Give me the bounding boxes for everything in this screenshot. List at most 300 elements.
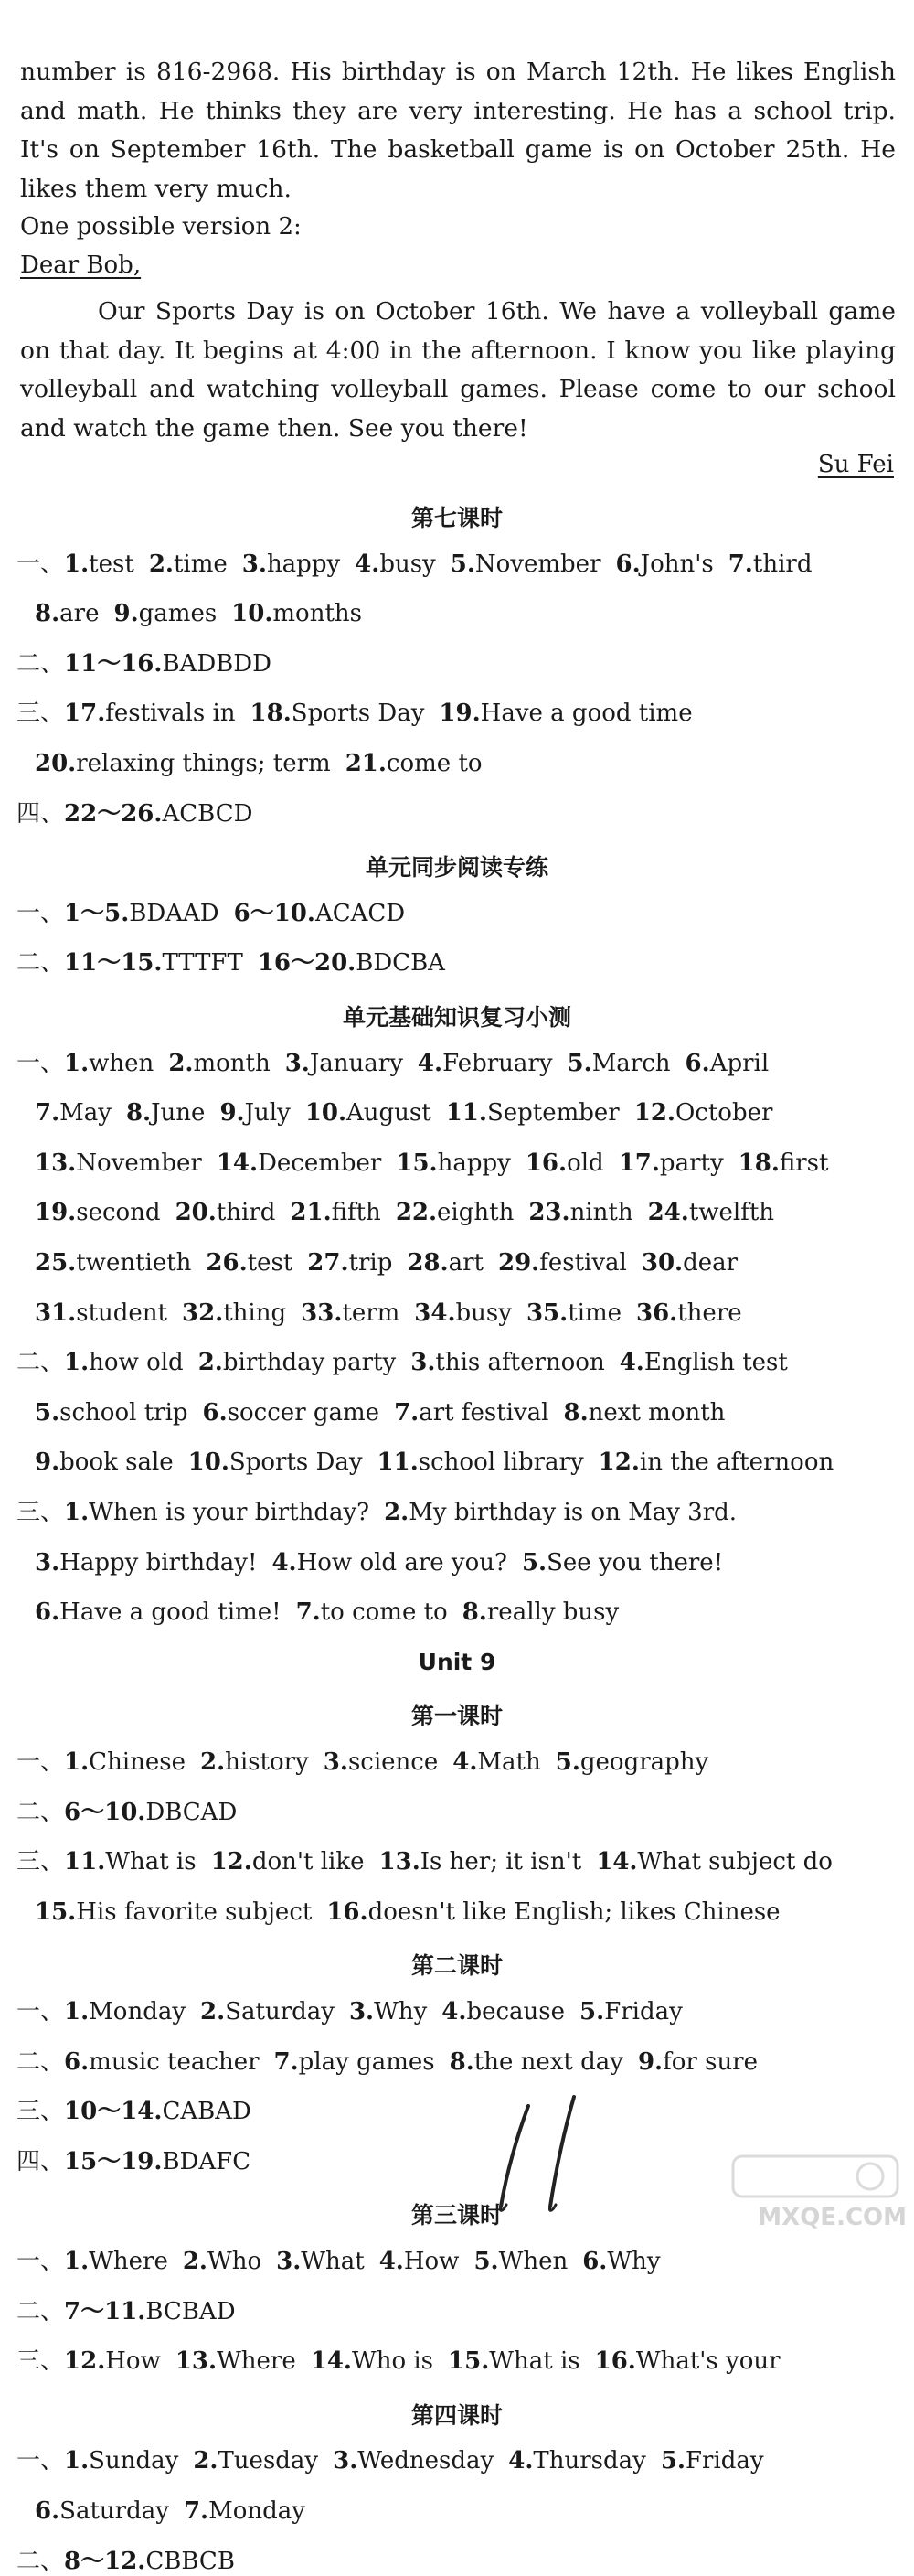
answer-line bbox=[35, 1598, 633, 1627]
answer-item bbox=[642, 1249, 738, 1277]
answer-line bbox=[16, 949, 460, 978]
answer-item bbox=[64, 800, 252, 828]
answer-number: 34. bbox=[414, 1299, 456, 1327]
answer-text: twelfth bbox=[688, 1199, 775, 1227]
answer-text: student bbox=[76, 1299, 167, 1327]
answer-number: 6. bbox=[582, 2248, 608, 2275]
answer-item bbox=[183, 2248, 261, 2276]
answer-number: 26. bbox=[206, 1249, 248, 1277]
answer-item bbox=[394, 1399, 548, 1427]
answer-number: 5. bbox=[567, 1049, 592, 1077]
answer-text: how old bbox=[89, 1349, 184, 1377]
answer-item bbox=[508, 2447, 646, 2475]
answer-number: 17. bbox=[618, 1149, 660, 1177]
answer-number: 6. bbox=[35, 2497, 60, 2525]
answer-item bbox=[64, 2447, 178, 2475]
answer-number: 16. bbox=[525, 1149, 568, 1177]
answer-item bbox=[451, 550, 601, 579]
answer-text: festivals in bbox=[105, 700, 236, 728]
answer-number: 19. bbox=[439, 700, 481, 728]
answer-item bbox=[296, 1598, 448, 1627]
answer-text: BDAFC bbox=[162, 2147, 251, 2175]
answer-number: 15. bbox=[448, 2347, 490, 2376]
answer-text: August bbox=[346, 1099, 431, 1128]
answer-item bbox=[333, 2447, 494, 2475]
answer-number: 6. bbox=[64, 2047, 90, 2076]
answer-number: 16. bbox=[594, 2347, 636, 2376]
answer-number: 3. bbox=[284, 1049, 310, 1077]
answer-item bbox=[620, 1349, 788, 1377]
answer-number: 12. bbox=[598, 1448, 640, 1477]
answer-item bbox=[64, 1349, 184, 1377]
answer-text: Saturday bbox=[59, 2497, 169, 2525]
answer-number: 33. bbox=[301, 1299, 343, 1327]
answer-item bbox=[64, 900, 219, 928]
answer-text: to come to bbox=[320, 1598, 448, 1627]
answer-number: 3. bbox=[276, 2248, 302, 2275]
answer-item bbox=[64, 1848, 197, 1876]
answer-text: science bbox=[347, 1748, 439, 1776]
answer-text: time bbox=[568, 1299, 622, 1327]
answer-line bbox=[16, 1848, 847, 1876]
answer-number: 32. bbox=[182, 1299, 224, 1327]
answer-number: 11. bbox=[445, 1099, 487, 1128]
answer-item bbox=[301, 1299, 399, 1328]
answer-text: CABAD bbox=[162, 2098, 251, 2126]
answer-item bbox=[64, 550, 134, 579]
answer-item bbox=[274, 2048, 435, 2077]
answer-item bbox=[462, 1598, 619, 1627]
answer-number: 6. bbox=[685, 1049, 710, 1077]
answer-number: 9. bbox=[113, 600, 139, 628]
answer-number: 5. bbox=[35, 1398, 60, 1427]
answer-number: 13. bbox=[35, 1149, 77, 1177]
answer-text: Why bbox=[374, 1998, 428, 2026]
answer-text: TTTFT bbox=[162, 949, 243, 978]
answer-text: Math bbox=[477, 1748, 541, 1776]
letter-one-ending bbox=[20, 53, 896, 208]
answer-text: third bbox=[752, 550, 813, 578]
answer-text: come to bbox=[386, 750, 483, 777]
answer-number: 9. bbox=[35, 1448, 60, 1477]
answer-text: John's bbox=[640, 550, 714, 578]
answer-line bbox=[35, 2497, 320, 2526]
answer-text: second bbox=[76, 1199, 161, 1227]
answer-number: 5. bbox=[660, 2447, 686, 2475]
answer-number: 11～16. bbox=[64, 649, 163, 678]
answer-item bbox=[418, 1050, 553, 1078]
answer-item bbox=[448, 2347, 580, 2376]
salutation: Dear Bob, bbox=[20, 251, 142, 279]
answer-item bbox=[636, 1299, 742, 1328]
answer-item bbox=[211, 1848, 365, 1876]
answer-item bbox=[193, 2447, 318, 2475]
answer-text: Where bbox=[89, 2248, 168, 2275]
answer-number: 2. bbox=[384, 1499, 409, 1526]
answer-item bbox=[242, 550, 340, 579]
question-group-number: 二、 bbox=[16, 1798, 65, 1826]
section-title: 单元基础知识复习小测 bbox=[342, 1004, 571, 1031]
answer-line bbox=[16, 2148, 265, 2176]
answer-line bbox=[35, 1549, 738, 1577]
answer-text: geography bbox=[579, 1748, 709, 1776]
answer-number: 16. bbox=[326, 1897, 368, 1926]
answer-item bbox=[126, 1099, 205, 1128]
answer-item bbox=[113, 600, 217, 628]
answer-item bbox=[407, 1249, 484, 1277]
answer-number: 2. bbox=[197, 1349, 223, 1377]
answer-number: 11～15. bbox=[64, 949, 163, 978]
question-group-number: 三、 bbox=[16, 700, 65, 728]
answer-text: time bbox=[173, 550, 228, 578]
answer-text: BADBDD bbox=[162, 649, 271, 678]
answer-line bbox=[16, 700, 707, 728]
answer-text: What subject do bbox=[637, 1848, 833, 1876]
answer-number: 2. bbox=[168, 1049, 194, 1077]
section-title: 第七课时 bbox=[410, 505, 503, 531]
answer-text: June bbox=[151, 1099, 206, 1128]
answer-text: month bbox=[193, 1049, 271, 1077]
answer-item bbox=[64, 2347, 161, 2376]
answer-item bbox=[290, 1199, 380, 1227]
answer-number: 2. bbox=[200, 1998, 226, 2026]
answer-item bbox=[35, 1598, 282, 1627]
answer-item bbox=[35, 1448, 174, 1477]
answer-text: What's your bbox=[635, 2347, 781, 2376]
question-group-number: 二、 bbox=[16, 1349, 65, 1377]
answer-line bbox=[35, 1448, 848, 1477]
answer-text: thing bbox=[223, 1299, 287, 1327]
answer-number: 17. bbox=[64, 700, 106, 728]
answer-item bbox=[355, 550, 436, 579]
answer-number: 11. bbox=[377, 1448, 419, 1477]
answer-number: 22. bbox=[395, 1199, 438, 1227]
answer-number: 16～20. bbox=[257, 949, 356, 978]
answer-item bbox=[35, 2497, 169, 2526]
answer-item bbox=[182, 1299, 286, 1328]
answer-text: term bbox=[342, 1299, 400, 1327]
answer-text: ninth bbox=[569, 1199, 633, 1227]
answer-text: Where bbox=[217, 2347, 296, 2376]
answer-item bbox=[64, 1748, 186, 1777]
answer-line bbox=[35, 1149, 843, 1178]
answer-number: 36. bbox=[636, 1299, 678, 1327]
answer-number: 11. bbox=[64, 1848, 106, 1876]
answer-item bbox=[564, 1399, 726, 1427]
answer-item bbox=[35, 1199, 161, 1227]
answer-number: 1. bbox=[64, 1748, 90, 1776]
answer-item bbox=[64, 2098, 251, 2126]
answer-number: 1. bbox=[64, 1499, 90, 1526]
answer-number: 6. bbox=[35, 1598, 60, 1627]
answer-number: 5. bbox=[473, 2248, 499, 2275]
answer-number: 4. bbox=[378, 2248, 404, 2275]
answer-number: 6. bbox=[615, 550, 641, 578]
answer-line bbox=[16, 2048, 772, 2077]
answer-text: birthday party bbox=[222, 1349, 397, 1377]
answer-number: 20. bbox=[35, 750, 77, 777]
answer-text: His favorite subject bbox=[76, 1897, 313, 1926]
answer-number: 10～14. bbox=[64, 2098, 163, 2126]
answer-text: history bbox=[225, 1748, 309, 1776]
answer-number: 7. bbox=[728, 550, 753, 578]
answer-item bbox=[285, 1050, 403, 1078]
answer-item bbox=[638, 2048, 758, 2077]
section-title: Unit 9 bbox=[418, 1648, 496, 1675]
answer-line bbox=[16, 2098, 266, 2126]
answer-line bbox=[16, 1748, 723, 1777]
answer-item bbox=[250, 700, 425, 728]
answer-text: BDAAD bbox=[129, 899, 219, 927]
answer-number: 14. bbox=[216, 1149, 259, 1177]
answer-number: 29. bbox=[498, 1249, 540, 1277]
question-group-number: 三、 bbox=[16, 2098, 65, 2126]
answer-number: 7. bbox=[183, 2497, 209, 2525]
answer-number: 6～10. bbox=[233, 899, 315, 927]
question-group-number: 三、 bbox=[16, 1848, 65, 1876]
answer-item bbox=[599, 1448, 834, 1477]
answer-number: 24. bbox=[647, 1199, 689, 1227]
answer-item bbox=[396, 1199, 515, 1227]
answer-line bbox=[16, 1799, 251, 1827]
answer-item bbox=[596, 1848, 833, 1876]
answer-number: 8. bbox=[462, 1598, 487, 1627]
answer-number: 10. bbox=[187, 1448, 229, 1477]
question-group-number: 一、 bbox=[16, 550, 65, 578]
answer-number: 7. bbox=[273, 2047, 299, 2076]
answer-text: February bbox=[442, 1049, 553, 1077]
answer-number: 3. bbox=[410, 1349, 436, 1377]
answer-item bbox=[35, 1249, 191, 1277]
answer-number: 15. bbox=[35, 1897, 77, 1926]
answer-number: 2. bbox=[182, 2248, 207, 2275]
answer-item bbox=[35, 1149, 202, 1178]
answer-item bbox=[345, 750, 483, 778]
answer-number: 5. bbox=[521, 1548, 547, 1577]
answer-text: Wednesday bbox=[357, 2447, 494, 2475]
answer-line bbox=[16, 2548, 250, 2576]
answer-number: 4. bbox=[417, 1049, 443, 1077]
answer-text: What bbox=[301, 2248, 365, 2275]
signature: Su Fei bbox=[817, 451, 894, 478]
answer-line bbox=[35, 600, 377, 628]
answer-text: ACACD bbox=[314, 899, 406, 927]
answer-text: Saturday bbox=[225, 1998, 335, 2026]
answer-item bbox=[64, 2548, 235, 2576]
answer-text: really busy bbox=[486, 1598, 620, 1627]
answer-number: 1. bbox=[64, 550, 90, 578]
answer-item bbox=[64, 1499, 369, 1527]
answer-item bbox=[35, 1898, 312, 1927]
answer-item bbox=[258, 949, 445, 978]
answer-item bbox=[396, 1149, 510, 1178]
answer-text: Sports Day bbox=[228, 1448, 363, 1477]
answer-text: doesn't like English; likes Chinese bbox=[367, 1897, 781, 1926]
answer-number: 2. bbox=[193, 2447, 218, 2475]
answer-number: 2. bbox=[148, 550, 174, 578]
answer-item bbox=[728, 550, 813, 579]
answer-text: ACBCD bbox=[162, 799, 253, 828]
question-group-number: 二、 bbox=[16, 2047, 65, 2076]
answer-item bbox=[579, 1998, 683, 2026]
answer-number: 25. bbox=[35, 1249, 77, 1277]
answer-item bbox=[379, 2248, 460, 2276]
answer-item bbox=[619, 1149, 724, 1178]
answer-number: 6～10. bbox=[64, 1798, 146, 1826]
answer-text: fifth bbox=[331, 1199, 381, 1227]
answer-number: 21. bbox=[290, 1199, 332, 1227]
answer-item bbox=[305, 1099, 431, 1128]
answer-text: test bbox=[247, 1249, 293, 1277]
answer-item bbox=[311, 2347, 433, 2376]
answer-text: book sale bbox=[59, 1448, 174, 1477]
answer-number: 10. bbox=[304, 1099, 346, 1128]
answer-text: Have a good time bbox=[480, 700, 693, 728]
answer-item bbox=[452, 1748, 540, 1777]
answer-item bbox=[556, 1748, 709, 1777]
question-group-number: 一、 bbox=[16, 1049, 65, 1077]
answer-number: 4. bbox=[441, 1998, 467, 2026]
question-group-number: 一、 bbox=[16, 2447, 65, 2475]
answer-item bbox=[149, 550, 228, 579]
answer-line bbox=[16, 2298, 250, 2326]
answer-number: 8～12. bbox=[64, 2547, 146, 2575]
answer-number: 5. bbox=[450, 550, 475, 578]
answer-text: when bbox=[89, 1049, 154, 1077]
answer-item bbox=[648, 1199, 774, 1227]
answer-number: 4. bbox=[271, 1548, 297, 1577]
section-title: 第四课时 bbox=[410, 2401, 503, 2429]
answer-item bbox=[526, 1299, 622, 1328]
answer-line bbox=[35, 1199, 789, 1227]
section-title: 第二课时 bbox=[410, 1952, 503, 1980]
answer-item bbox=[64, 949, 243, 978]
answer-number: 3. bbox=[323, 1748, 348, 1776]
answer-item bbox=[414, 1299, 512, 1328]
answer-text: Who is bbox=[351, 2347, 434, 2376]
answer-text: there bbox=[677, 1299, 742, 1327]
answer-number: 9. bbox=[637, 2047, 664, 2076]
answer-text: November bbox=[76, 1149, 202, 1177]
answer-line bbox=[16, 2447, 779, 2475]
answer-text: because bbox=[466, 1998, 566, 2026]
answer-number: 4. bbox=[355, 550, 380, 578]
answer-number: 9. bbox=[219, 1099, 245, 1128]
answer-number: 20. bbox=[175, 1199, 217, 1227]
answer-number: 13. bbox=[378, 1848, 420, 1876]
watermark bbox=[724, 2149, 907, 2231]
answer-text: the next day bbox=[473, 2047, 623, 2076]
answer-number: 4. bbox=[508, 2447, 534, 2475]
section-title: 第一课时 bbox=[410, 1703, 503, 1730]
answer-number: 22～26. bbox=[64, 799, 163, 828]
answer-number: 23. bbox=[528, 1199, 570, 1227]
answer-text: happy bbox=[437, 1149, 511, 1177]
answer-number: 12. bbox=[633, 1099, 675, 1128]
answer-text: See you there! bbox=[547, 1548, 724, 1577]
answer-text: test bbox=[89, 550, 134, 578]
answer-item bbox=[582, 2248, 660, 2276]
answer-item bbox=[200, 1998, 335, 2026]
answer-number: 1～5. bbox=[64, 899, 130, 927]
answer-item bbox=[276, 2248, 365, 2276]
section-title: 单元同步阅读专练 bbox=[365, 854, 548, 882]
answer-text: Happy birthday! bbox=[59, 1548, 258, 1577]
answer-item bbox=[64, 700, 236, 728]
answer-text: Friday bbox=[604, 1998, 683, 2026]
answer-line bbox=[35, 1249, 752, 1277]
answer-item bbox=[35, 1549, 257, 1577]
answer-text: busy bbox=[379, 550, 436, 578]
watermark-text: MXQE.COM bbox=[758, 2204, 907, 2231]
answer-number: 27. bbox=[307, 1249, 349, 1277]
answer-item bbox=[595, 2347, 781, 2376]
answer-item bbox=[188, 1448, 363, 1477]
answer-number: 7～11. bbox=[64, 2297, 146, 2325]
answer-text: Is her; it isn't bbox=[420, 1848, 582, 1876]
answer-number: 1. bbox=[64, 1349, 90, 1377]
answer-text: party bbox=[659, 1149, 724, 1177]
answer-item bbox=[324, 1748, 438, 1777]
answer-text: twentieth bbox=[76, 1249, 192, 1277]
answer-item bbox=[446, 1099, 620, 1128]
answer-item bbox=[568, 1050, 671, 1078]
answer-number: 19. bbox=[35, 1199, 77, 1227]
answer-number: 14. bbox=[310, 2347, 352, 2376]
answer-item bbox=[522, 1549, 723, 1577]
answer-text: My birthday is on May 3rd. bbox=[409, 1499, 738, 1526]
letter-two bbox=[20, 293, 896, 448]
question-group-number: 一、 bbox=[16, 1998, 65, 2026]
answer-line bbox=[16, 1998, 697, 2026]
answer-number: 5. bbox=[555, 1748, 580, 1776]
section-title: 第三课时 bbox=[410, 2202, 503, 2229]
answer-line bbox=[16, 1499, 751, 1527]
answer-text: How bbox=[403, 2248, 460, 2275]
answer-line bbox=[16, 1050, 783, 1078]
answer-text: Monday bbox=[89, 1998, 186, 2026]
question-group-number: 四、 bbox=[16, 799, 65, 828]
answer-item bbox=[35, 1099, 112, 1128]
answer-item bbox=[661, 2447, 764, 2475]
answer-number: 3. bbox=[348, 1998, 375, 2026]
answer-item bbox=[526, 1149, 604, 1178]
answer-text: Why bbox=[607, 2248, 661, 2275]
answer-item bbox=[439, 700, 692, 728]
answer-text: first bbox=[779, 1149, 829, 1177]
answer-text: festival bbox=[539, 1249, 627, 1277]
question-group-number: 一、 bbox=[16, 1748, 65, 1776]
handwritten-mark bbox=[475, 2090, 631, 2218]
answer-item bbox=[410, 1349, 604, 1377]
answer-item bbox=[634, 1099, 773, 1128]
question-group-number: 二、 bbox=[16, 649, 65, 678]
answer-item bbox=[686, 1050, 770, 1078]
answer-item bbox=[231, 600, 362, 628]
answer-number: 13. bbox=[175, 2347, 218, 2376]
answer-line bbox=[16, 1349, 802, 1377]
answer-text: busy bbox=[455, 1299, 512, 1327]
answer-text: school library bbox=[418, 1448, 584, 1477]
answer-text: CBBCB bbox=[145, 2547, 235, 2575]
answer-number: 3. bbox=[241, 550, 267, 578]
answer-item bbox=[307, 1249, 392, 1277]
answer-text: art festival bbox=[419, 1398, 549, 1427]
answer-text: are bbox=[59, 600, 100, 628]
answer-item bbox=[64, 650, 271, 679]
answer-item bbox=[379, 1848, 582, 1876]
answer-line bbox=[35, 1099, 787, 1128]
